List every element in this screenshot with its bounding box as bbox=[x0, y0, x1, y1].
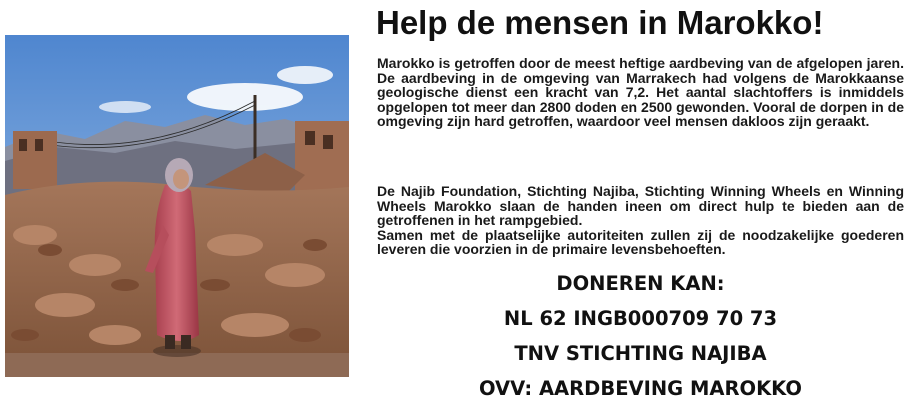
authorities-paragraph: Samen met de plaatselijke autoriteiten zullen zij de noodzakelijke goederen leveren die voorzien in de primaire levensbehoeften. bbox=[377, 226, 904, 257]
earthquake-photo bbox=[5, 35, 349, 377]
donation-iban: NL 62 INGB000709 70 73 bbox=[503, 307, 778, 330]
donation-reference: OVV: AARDBEVING MAROKKO bbox=[479, 377, 802, 400]
intro-paragraph: Marokko is getroffen door de meest heftige aardbeving van de afgelopen jaren. De aardbeving in de omgeving van Marrakech had volgens de Marokkaanse geologische dienst een kracht van 7,2. Het aantal slachtoffers is inmiddels opgelopen tot meer dan 2800 doden en 2500 gewonden. Vooral de dorpen in de omgeving zijn hard getroffen, waardoor veel mensen dakloos zijn geraakt. bbox=[377, 55, 904, 129]
help-paragraphs bbox=[377, 184, 904, 257]
page-title: Help de mensen in Marokko! bbox=[376, 4, 824, 41]
foundations-paragraph: De Najib Foundation, Stichting Najiba, Stichting Winning Wheels en Winning Wheels Marokko slaan de handen ineen om direct hulp te bieden aan de getroffenen in het rampgebied. bbox=[377, 183, 904, 228]
donation-heading: DONEREN KAN: bbox=[556, 272, 725, 295]
donation-beneficiary: TNV STICHTING NAJIBA bbox=[514, 342, 767, 365]
earthquake-rubble-photo-icon bbox=[5, 35, 349, 377]
donation-info bbox=[377, 266, 904, 406]
